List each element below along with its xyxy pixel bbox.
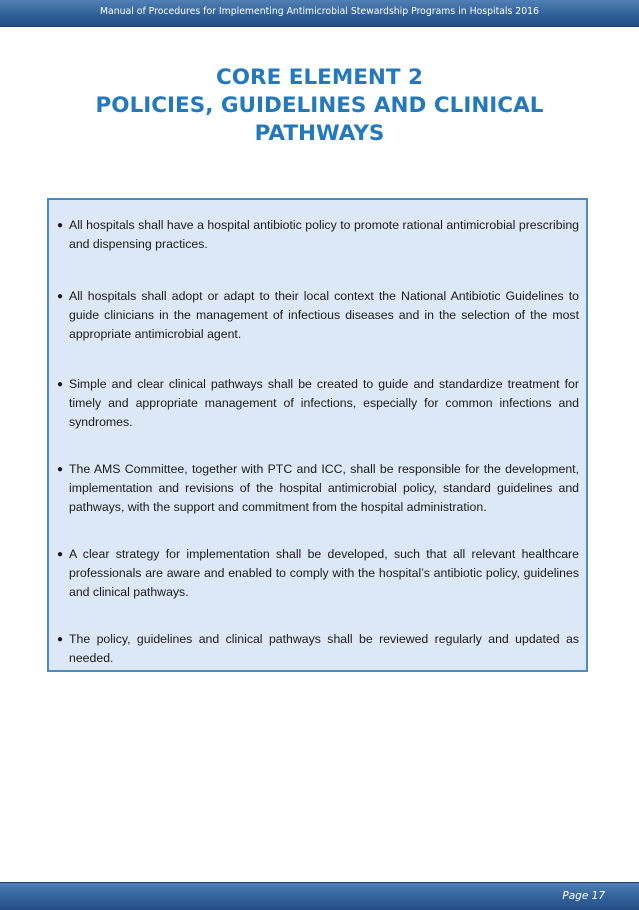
policy-text: All hospitals shall adopt or adapt to their local context the National Antibiotic Guidelines to guide clinicians in the management of infectious diseases and in the selection of the most appropriate antimicrobial agent. [69, 289, 579, 341]
bullet-icon: ● [57, 464, 64, 475]
policy-box [47, 198, 588, 672]
policy-item-2 [57, 287, 579, 344]
page-number: Page 17 [562, 890, 605, 902]
document-header-title: Manual of Procedures for Implementing Antimicrobial Stewardship Programs in Hospitals 2016 [100, 6, 539, 17]
policy-text: The policy, guidelines and clinical pathways shall be reviewed regularly and updated as needed. [69, 632, 579, 665]
bullet-icon: ● [57, 549, 64, 560]
policy-item-1 [57, 216, 579, 254]
bullet-icon: ● [57, 379, 64, 390]
page-title [0, 64, 639, 148]
title-line-2: POLICIES, GUIDELINES AND CLINICAL [95, 93, 544, 118]
footer-bar [0, 882, 639, 910]
title-line-3: PATHWAYS [254, 121, 385, 146]
title-line-1: CORE ELEMENT 2 [215, 65, 424, 90]
policy-item-6 [57, 630, 579, 668]
policy-text: A clear strategy for implementation shall be developed, such that all relevant healthcare professionals are aware and enabled to comply with the hospital’s antibiotic policy, guidelines and clinical pathways. [69, 547, 579, 599]
policy-item-4 [57, 460, 579, 517]
policy-item-3 [57, 375, 579, 432]
policy-text: All hospitals shall have a hospital antibiotic policy to promote rational antimicrobial prescribing and dispensing practices. [69, 218, 579, 251]
bullet-icon: ● [57, 634, 64, 645]
header-bar [0, 0, 639, 27]
bullet-icon: ● [57, 220, 64, 231]
policy-text: The AMS Committee, together with PTC and ICC, shall be responsible for the development, implementation and revisions of the hospital antimicrobial policy, standard guidelines and pathways, with the support and commitment from the hospital administration. [69, 462, 579, 514]
policy-text: Simple and clear clinical pathways shall be created to guide and standardize treatment for timely and appropriate management of infections, especially for common infections and syndromes. [69, 377, 579, 429]
policy-item-5 [57, 545, 579, 602]
bullet-icon: ● [57, 291, 64, 302]
